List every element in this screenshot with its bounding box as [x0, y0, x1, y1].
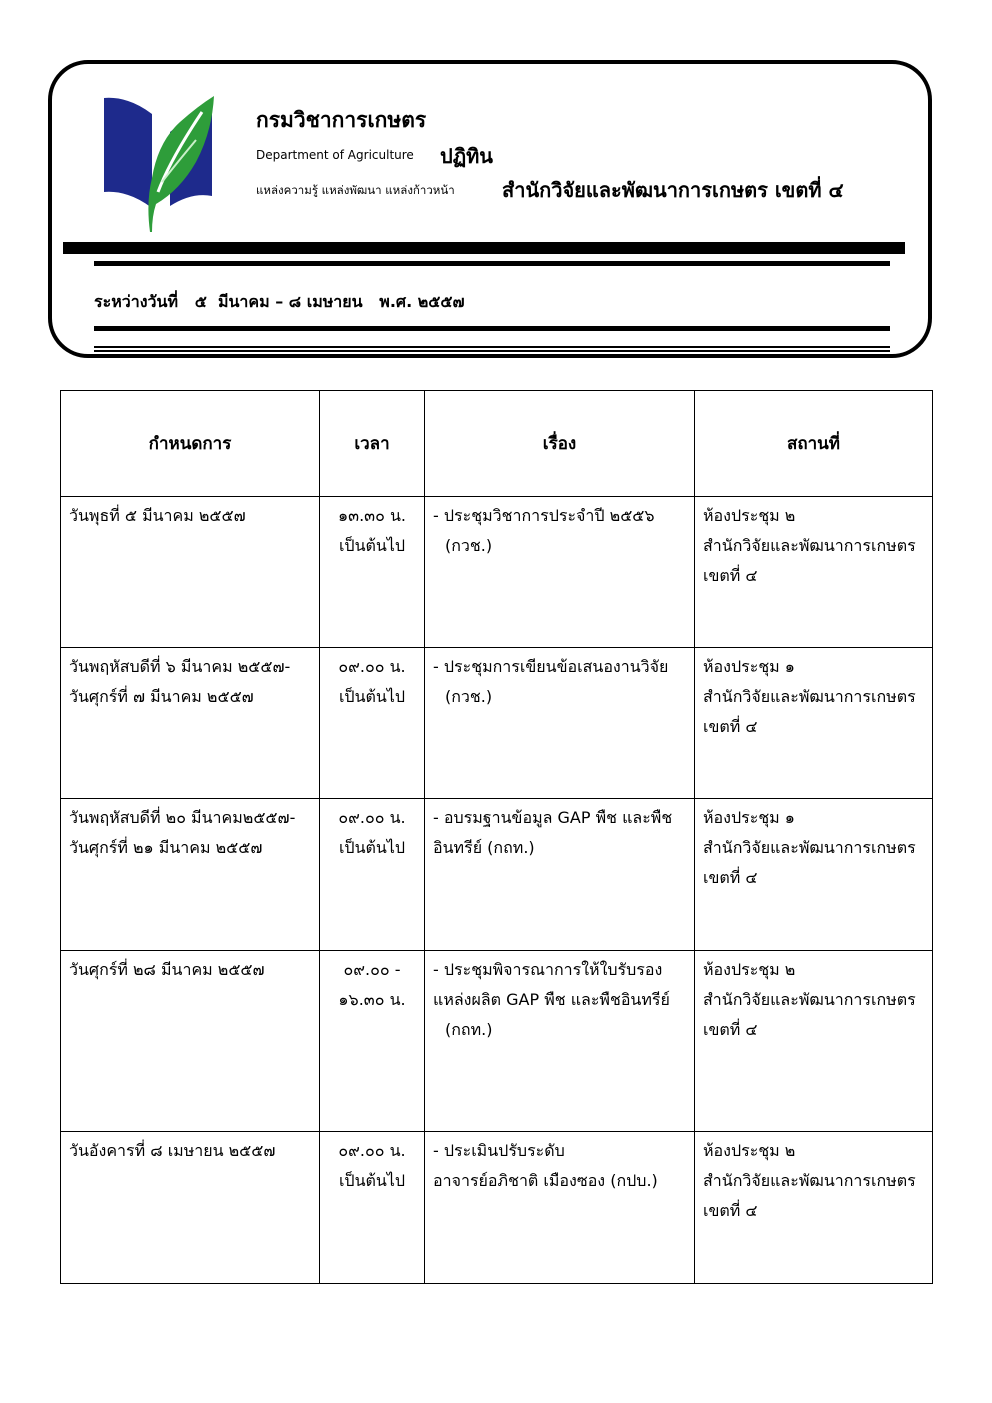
place-text: สำนักวิจัยและพัฒนาการเกษตร — [703, 1171, 916, 1190]
place-text: เขตที่ ๔ — [703, 868, 758, 887]
topic-text: อินทรีย์ (กถท.) — [433, 838, 535, 857]
topic-cell — [425, 951, 695, 1132]
office-name: สำนักวิจัยและพัฒนาการเกษตร เขตที่ ๔ — [502, 178, 844, 202]
place-text: ห้องประชุม ๒ — [703, 1141, 796, 1160]
org-name-thai: กรมวิชาการเกษตร — [256, 108, 427, 132]
time-cell — [320, 799, 425, 951]
topic-text: - อบรมฐานข้อมูล GAP พืช และพืช — [433, 808, 673, 827]
time-text: ๐๙.๐๐ น. — [338, 657, 406, 676]
time-text: ๐๙.๐๐ น. — [338, 808, 406, 827]
time-text: เป็นต้นไป — [338, 1171, 406, 1190]
topic-text: - ประชุมวิชาการประจำปี ๒๕๕๖ — [433, 506, 655, 525]
document-title: ปฏิทิน — [440, 144, 493, 168]
topic-text: แหล่งผลิต GAP พืช และพืชอินทรีย์ — [433, 990, 670, 1009]
topic-text: - ประชุมการเขียนข้อเสนองานวิจัย — [433, 657, 669, 676]
place-text: เขตที่ ๔ — [703, 717, 758, 736]
topic-text: (กถท.) — [445, 1020, 493, 1039]
schedule-text: วันศุกร์ที่ ๗ มีนาคม ๒๕๕๗ — [69, 687, 254, 706]
schedule-cell — [61, 799, 320, 951]
header-divider-bottom-line — [94, 354, 890, 356]
time-text: ๑๖.๓๐ น. — [338, 990, 406, 1009]
place-cell — [695, 1132, 933, 1284]
department-logo — [100, 92, 218, 238]
place-cell — [695, 951, 933, 1132]
topic-text: - ประเมินปรับระดับ — [433, 1141, 565, 1160]
table-row — [61, 497, 933, 648]
table-row — [61, 648, 933, 799]
time-text: เป็นต้นไป — [338, 687, 406, 706]
topic-text: (กวช.) — [445, 536, 493, 555]
place-cell — [695, 497, 933, 648]
schedule-cell — [61, 1132, 320, 1284]
header-divider-thick — [63, 242, 905, 254]
topic-text: (กวช.) — [445, 687, 493, 706]
slogan: แหล่งความรู้ แหล่งพัฒนา แหล่งก้าวหน้า — [256, 183, 455, 197]
time-text: ๑๓.๓๐ น. — [338, 506, 406, 525]
time-cell — [320, 1132, 425, 1284]
time-cell — [320, 497, 425, 648]
table-header-row — [61, 391, 933, 497]
schedule-text: วันพุธที่ ๕ มีนาคม ๒๕๕๗ — [69, 506, 246, 525]
place-text: ห้องประชุม ๒ — [703, 960, 796, 979]
schedule-text: วันพฤหัสบดีที่ ๒๐ มีนาคม๒๕๕๗- — [69, 808, 296, 827]
place-text: ห้องประชุม ๒ — [703, 506, 796, 525]
org-name-english: Department of Agriculture — [256, 148, 414, 162]
table-row — [61, 951, 933, 1132]
place-text: เขตที่ ๔ — [703, 1020, 758, 1039]
schedule-cell — [61, 951, 320, 1132]
date-period: ระหว่างวันที่ ๕ มีนาคม – ๘ เมษายน พ.ศ. ๒๕๕๗ — [94, 292, 465, 311]
header-divider-bottom — [94, 326, 890, 331]
column-header-schedule: กำหนดการ — [61, 391, 320, 497]
place-text: สำนักวิจัยและพัฒนาการเกษตร — [703, 838, 916, 857]
time-cell — [320, 951, 425, 1132]
topic-cell — [425, 799, 695, 951]
header-divider — [94, 261, 890, 266]
time-text: ๐๙.๐๐ น. — [338, 1141, 406, 1160]
header-divider-bottom-line — [94, 346, 890, 348]
topic-cell — [425, 1132, 695, 1284]
schedule-text: วันศุกร์ที่ ๒๘ มีนาคม ๒๕๕๗ — [69, 960, 265, 979]
time-cell — [320, 648, 425, 799]
time-text: เป็นต้นไป — [338, 536, 406, 555]
schedule-cell — [61, 497, 320, 648]
schedule-text: วันอังคารที่ ๘ เมษายน ๒๕๕๗ — [69, 1141, 276, 1160]
header-divider-bottom-line — [94, 350, 890, 352]
topic-text: - ประชุมพิจารณาการให้ใบรับรอง — [433, 960, 663, 979]
place-text: ห้องประชุม ๑ — [703, 808, 795, 827]
place-text: สำนักวิจัยและพัฒนาการเกษตร — [703, 536, 916, 555]
place-text: สำนักวิจัยและพัฒนาการเกษตร — [703, 687, 916, 706]
place-text: สำนักวิจัยและพัฒนาการเกษตร — [703, 990, 916, 1009]
table-row — [61, 1132, 933, 1284]
schedule-text: วันพฤหัสบดีที่ ๖ มีนาคม ๒๕๕๗- — [69, 657, 291, 676]
schedule-cell — [61, 648, 320, 799]
place-text: เขตที่ ๔ — [703, 566, 758, 585]
column-header-place: สถานที่ — [695, 391, 933, 497]
column-header-time: เวลา — [320, 391, 425, 497]
schedule-table — [60, 390, 933, 1284]
time-text: ๐๙.๐๐ - — [343, 960, 401, 979]
topic-cell — [425, 497, 695, 648]
topic-cell — [425, 648, 695, 799]
schedule-text: วันศุกร์ที่ ๒๑ มีนาคม ๒๕๕๗ — [69, 838, 263, 857]
place-text: ห้องประชุม ๑ — [703, 657, 795, 676]
time-text: เป็นต้นไป — [338, 838, 406, 857]
place-text: เขตที่ ๔ — [703, 1201, 758, 1220]
place-cell — [695, 799, 933, 951]
column-header-topic: เรื่อง — [425, 391, 695, 497]
topic-text: อาจารย์อภิชาติ เมืองซอง (กปบ.) — [433, 1171, 658, 1190]
table-row — [61, 799, 933, 951]
place-cell — [695, 648, 933, 799]
